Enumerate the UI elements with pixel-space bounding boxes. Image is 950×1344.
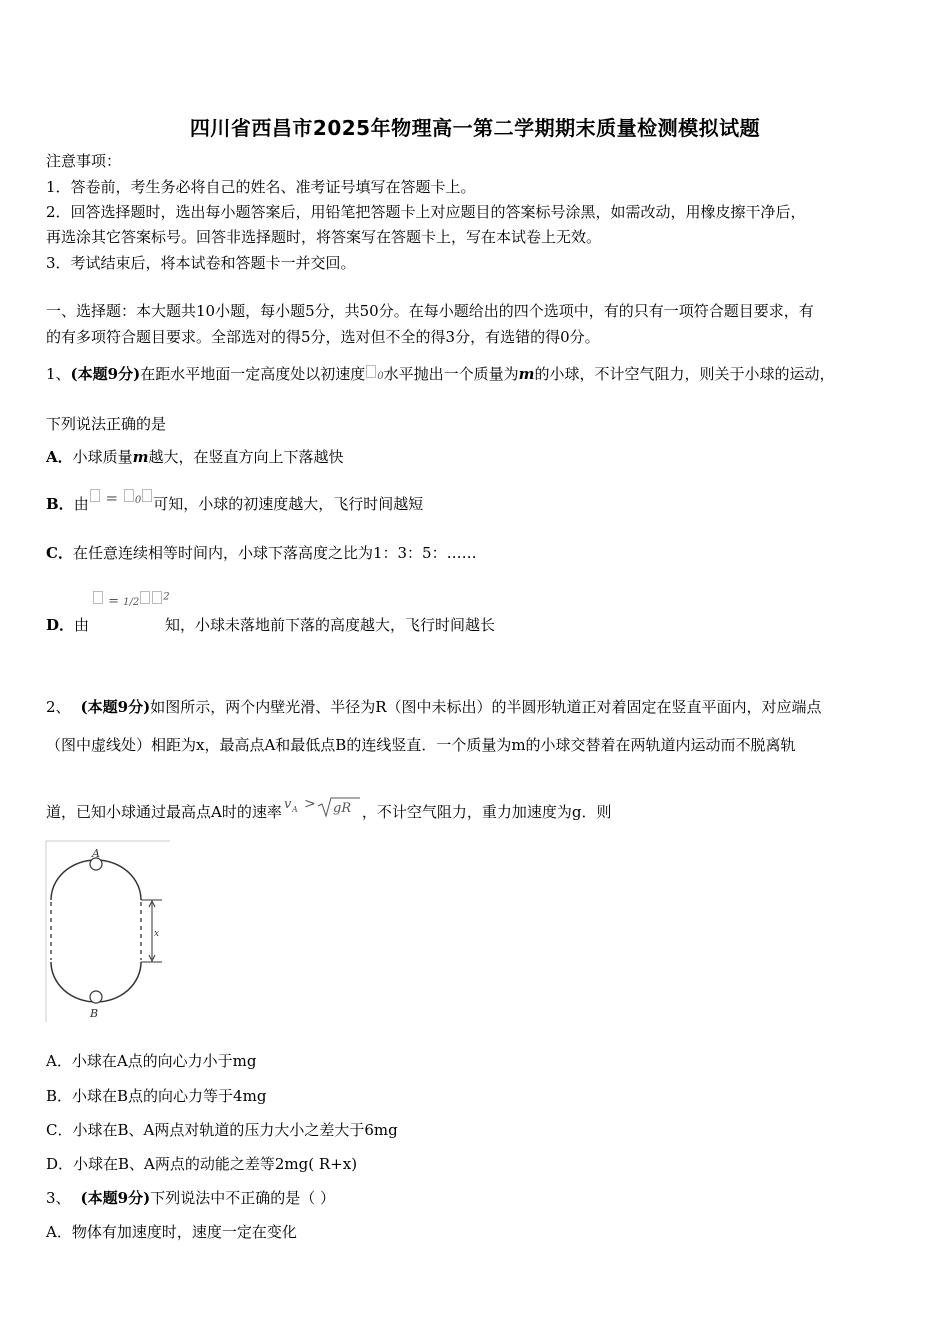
q1-number: 1、 [46,365,71,383]
q2-option-d: D．小球在B、A两点的动能之差等2mg( R+x) [46,1155,358,1173]
q1-option-a-text-b: 越大，在竖直方向上下落越快 [148,448,344,466]
note-2a: 2．回答选择题时，选出每小题答案后，用铅笔把答题卡上对应题目的答案标号涂黑，如需改动，用橡皮擦干净后， [46,203,806,221]
q2-line3-text-b: ，不计空气阻力，重力加速度为g．则 [361,803,612,821]
q1-stem-c: 的小球，不计空气阻力，则关于小球的运动， [534,365,835,383]
h-equals-half-gt2-formula-icon: = 1/2 $^2$ [92,588,170,613]
svg-text:gR: gR [332,801,351,816]
q1-option-b-post: 可知，小球的初速度越大，飞行时间越短 [153,495,424,513]
note-1: 1．答卷前，考生务必将自己的姓名、准考证号填写在答题卡上。 [46,178,476,196]
q1-option-b-pre: 由 [73,495,89,513]
q2-tag: (本题9分) [80,698,151,716]
q2-option-b: B．小球在B点的向心力等于4mg [46,1087,267,1105]
q2-number: 2、 [46,698,71,716]
q1-option-c [46,543,477,563]
q1-option-a-mass: m [132,448,149,466]
q1-option-c-text: 在任意连续相等时间内，小球下落高度之比为1：3：5：…… [72,544,477,562]
q2-stem-line2: （图中虚线处）相距为x，最高点A和最低点B的连线竖直．一个质量为m的小球交替着在两轨道内运动而不脱离轨 [46,736,796,754]
q2-line1-text: 如图所示，两个内壁光滑、半径为R（图中未标出）的半圆形轨道正对着固定在竖直平面内，对应端点 [150,698,822,716]
q2-stem-line3 [46,796,611,822]
x-equals-v0t-formula-icon: = 0 [89,489,153,507]
q1-option-c-label: C． [46,544,73,562]
q2-line3-text-a: 道，已知小球通过最高点A时的速率 [46,803,282,821]
notes-heading: 注意事项： [46,152,122,170]
q3-tag: (本题9分) [80,1189,151,1207]
q2-option-c: C．小球在B、A两点对轨道的压力大小之差大于6mg [46,1121,398,1139]
q3-stem [46,1188,335,1208]
q1-tag: (本题9分) [70,365,141,383]
q1-option-d-label: D． [46,616,75,634]
q1-option-b-label: B． [46,495,74,513]
q3-number: 3、 [46,1189,71,1207]
q1-option-d [46,615,495,635]
section-intro-line1: 一、选择题：本大题共10小题，每小题5分，共50分。在每小题给出的四个选项中，有的只有一项符合题目要求，有 [46,302,814,320]
q3-option-a: A．物体有加速度时，速度一定在变化 [46,1223,297,1241]
v0-formula-icon: 0 [365,365,383,383]
note-3: 3．考试结束后，将本试卷和答题卡一并交回。 [46,254,356,272]
q2-option-a: A．小球在A点的向心力小于mg [46,1052,257,1070]
q1-stem-line2: 下列说法正确的是 [46,415,167,433]
q1-option-a [46,447,344,467]
q2-track-diagram [44,840,174,1022]
q2-stem-line1 [46,697,822,717]
velocity-inequality-formula-icon [282,796,362,822]
note-2b: 再选涂其它答案标号。回答非选择题时，将答案写在答题卡上，写在本试卷上无效。 [46,228,602,246]
formula-half: 1/2 [123,597,140,609]
q1-option-b [46,489,424,517]
svg-text:>: > [303,796,316,812]
fig-label-x: x [154,929,160,939]
formula-exponent: 2 [163,592,170,603]
section-intro-line2: 的有多项符合题目要求。全部选对的得5分，选对但不全的得3分，有选错的得0分。 [46,328,600,346]
q1-mass-symbol: m [518,365,535,383]
q3-stem-text: 下列说法中不正确的是（ ） [150,1189,335,1207]
q1-option-a-label: A． [46,448,73,466]
q1-option-d-pre: 由 [74,616,90,634]
svg-text:v: v [283,797,292,812]
q1-stem [46,364,834,387]
fig-label-a: A [92,847,100,860]
q1-stem-b: 水平抛出一个质量为 [383,365,519,383]
q1-stem-a: 在距水平地面一定高度处以初速度 [140,365,366,383]
ball-at-b [90,991,102,1003]
page-title: 四川省西昌市2025年物理高一第二学期期末质量检测模拟试题 [189,116,761,140]
svg-text:A: A [291,805,298,814]
fig-label-b: B [90,1007,99,1020]
q1-option-d-post: 知，小球未落地前下落的高度越大，飞行时间越长 [165,616,496,634]
q1-option-a-text-a: 小球质量 [72,448,133,466]
